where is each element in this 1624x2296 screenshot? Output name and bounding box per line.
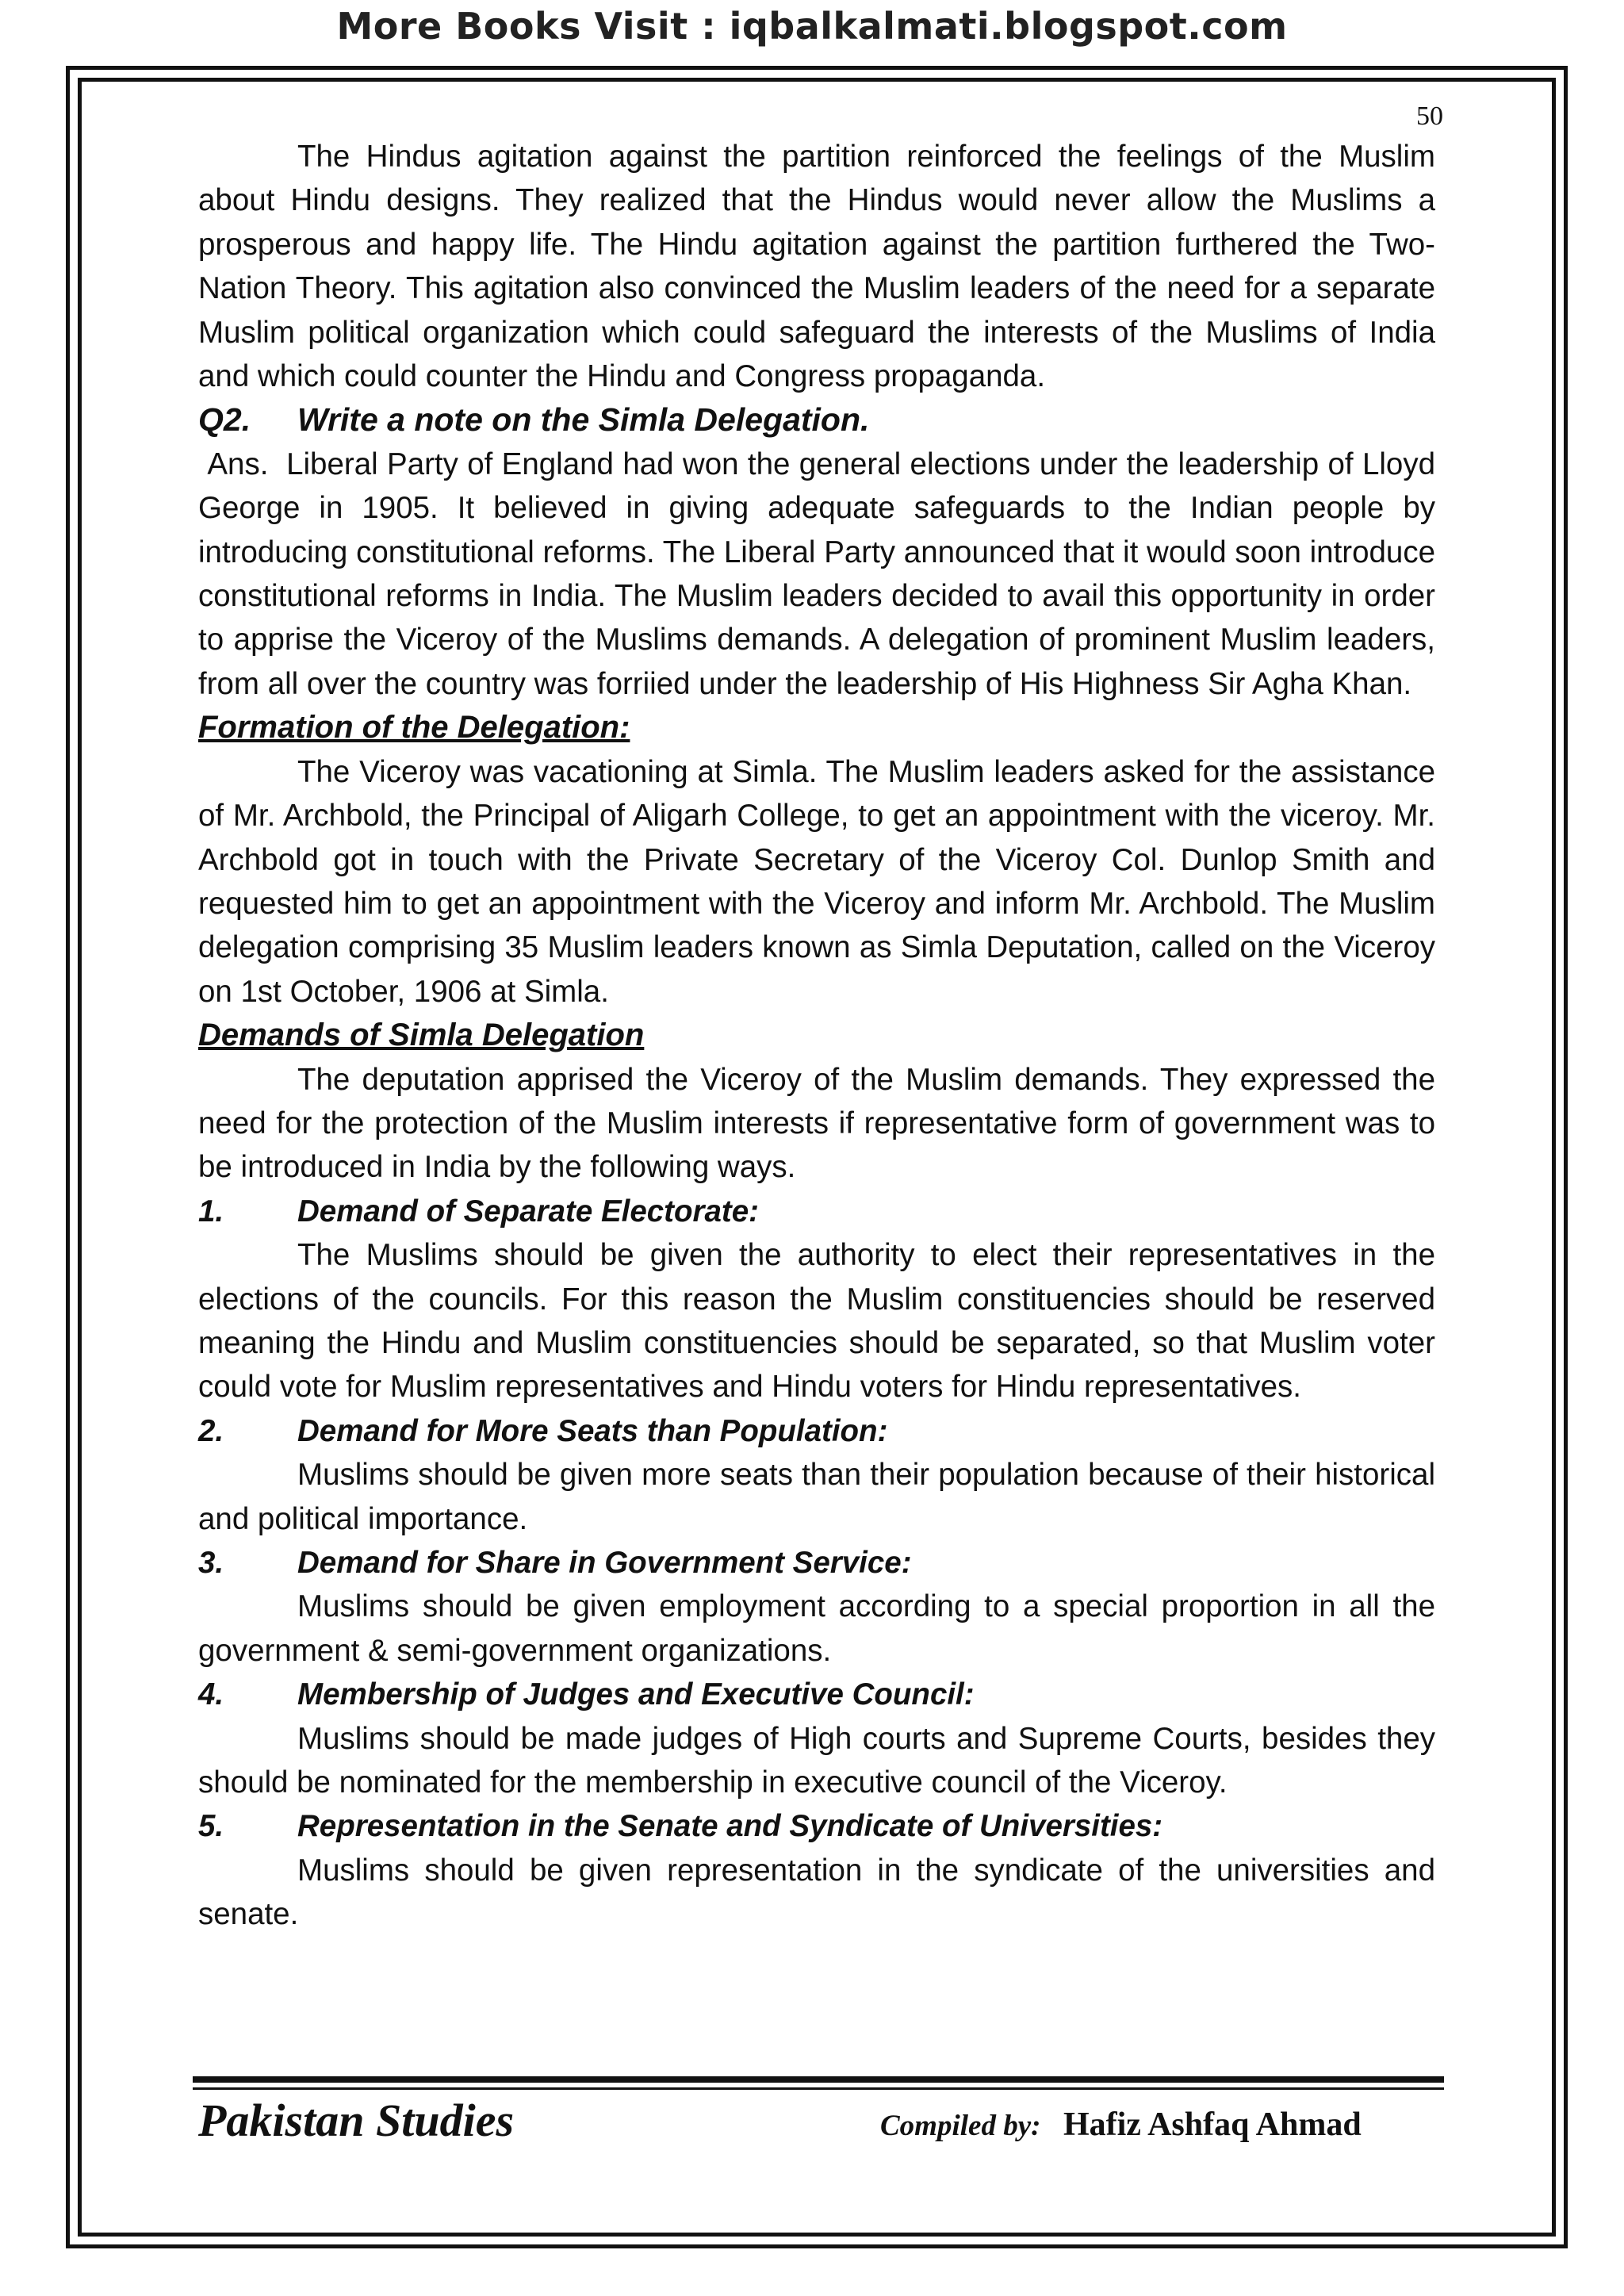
demand-heading — [198, 1673, 1435, 1716]
footer-subject: Pakistan Studies — [198, 2095, 515, 2146]
formation-paragraph: The Viceroy was vacationing at Simla. The Muslim leaders asked for the assistance of Mr. Archbold, the Principal of Aligarh College, to get an appointment with the viceroy. Mr. Archbold got in touch with the Private Secretary of the Viceroy Col. Dunlop Smith and requested him to get an appointment with the Viceroy and inform Mr. Archbold. The Muslim delegation comprising 35 Muslim leaders known as Simla Deputation, called on the Viceroy on 1st October, 1906 at Simla. — [198, 754, 1435, 1009]
answer-paragraph: Ans. Liberal Party of England had won the general elections under the leadership of Lloyd George in 1905. It believed in giving adequate safeguards to the Indian people by introducing constitutional reforms. The Liberal Party announced that it would soon introduce constitutional reforms in India. The Muslim leaders decided to avail this opportunity in order to apprise the Viceroy of the Muslims demands. A delegation of prominent Muslim leaders, from all over the country was forriied under the leadership of His Highness Sir Agha Khan. — [198, 447, 1444, 701]
author-name: Hafiz Ashfaq Ahmad — [1063, 2106, 1362, 2143]
footer-rule-thick — [193, 2076, 1444, 2083]
demand-heading — [198, 1804, 1435, 1848]
demand-title: Demand of Separate Electorate: — [297, 1194, 759, 1228]
demand-number: 2. — [198, 1413, 224, 1448]
demand-text: Muslims should be given representation in the syndicate of the universities and senate. — [198, 1853, 1435, 1932]
demand-heading — [198, 1541, 1435, 1585]
demand-text: Muslims should be made judges of High courts and Supreme Courts, besides they should be nominated for the membership in executive council of the Viceroy. — [198, 1721, 1435, 1800]
demands-intro: The deputation apprised the Viceroy of the Muslim demands. They expressed the need for the protection of the Muslim interests if representative form of government was to be introduced in India by the following ways. — [198, 1062, 1435, 1185]
intro-paragraph: The Hindus agitation against the partition reinforced the feelings of the Muslim about Hindu designs. They realized that the Hindus would never allow the Muslims a prosperous and happy life. The Hindu agitation against the partition furthered the Two- Nation Theory. This agitation also convinced the Muslim leaders of the need for a separate Muslim political organization which could safeguard the interests of the Muslims of India and which could counter the Hindu and Congress propaganda. — [198, 140, 1435, 394]
demand-title: Representation in the Senate and Syndicate of Universities: — [297, 1809, 1163, 1844]
page-content — [198, 135, 1444, 1937]
page-number: 50 — [1416, 102, 1443, 131]
question-text: Write a note on the Simla Delegation. — [297, 401, 870, 439]
credit-label: Compiled by: — [880, 2110, 1041, 2142]
question-number: Q2. — [198, 401, 251, 439]
site-banner: More Books Visit : iqbalkalmati.blogspot.com — [336, 5, 1288, 48]
demand-number: 3. — [198, 1546, 224, 1580]
demand-number: 4. — [198, 1677, 224, 1712]
demands-heading: Demands of Simla Delegation — [198, 1018, 645, 1053]
formation-heading: Formation of the Delegation: — [198, 710, 630, 746]
demand-heading — [198, 1409, 1435, 1453]
demand-heading — [198, 1190, 1435, 1233]
demand-title: Demand for More Seats than Population: — [297, 1413, 888, 1448]
demand-title: Demand for Share in Government Service: — [297, 1546, 912, 1580]
demand-title: Membership of Judges and Executive Council: — [297, 1677, 975, 1712]
question-heading — [198, 398, 1435, 442]
demand-text: The Muslims should be given the authority to elect their representatives in the elections of the councils. For this reason the Muslim constituencies should be reserved meaning the Hindu and Muslim constituencies should be separated, so that Muslim voter could vote for Muslim representatives and Hindu voters for Hindu representatives. — [198, 1238, 1435, 1405]
footer-rule-thin — [193, 2087, 1444, 2090]
demand-number: 5. — [198, 1809, 224, 1844]
demand-text: Muslims should be given more seats than their population because of their historical and political importance. — [198, 1458, 1435, 1536]
demand-text: Muslims should be given employment according to a special proportion in all the government & semi-government organizations. — [198, 1589, 1435, 1668]
demand-number: 1. — [198, 1194, 224, 1228]
footer-credit — [880, 2106, 1362, 2144]
